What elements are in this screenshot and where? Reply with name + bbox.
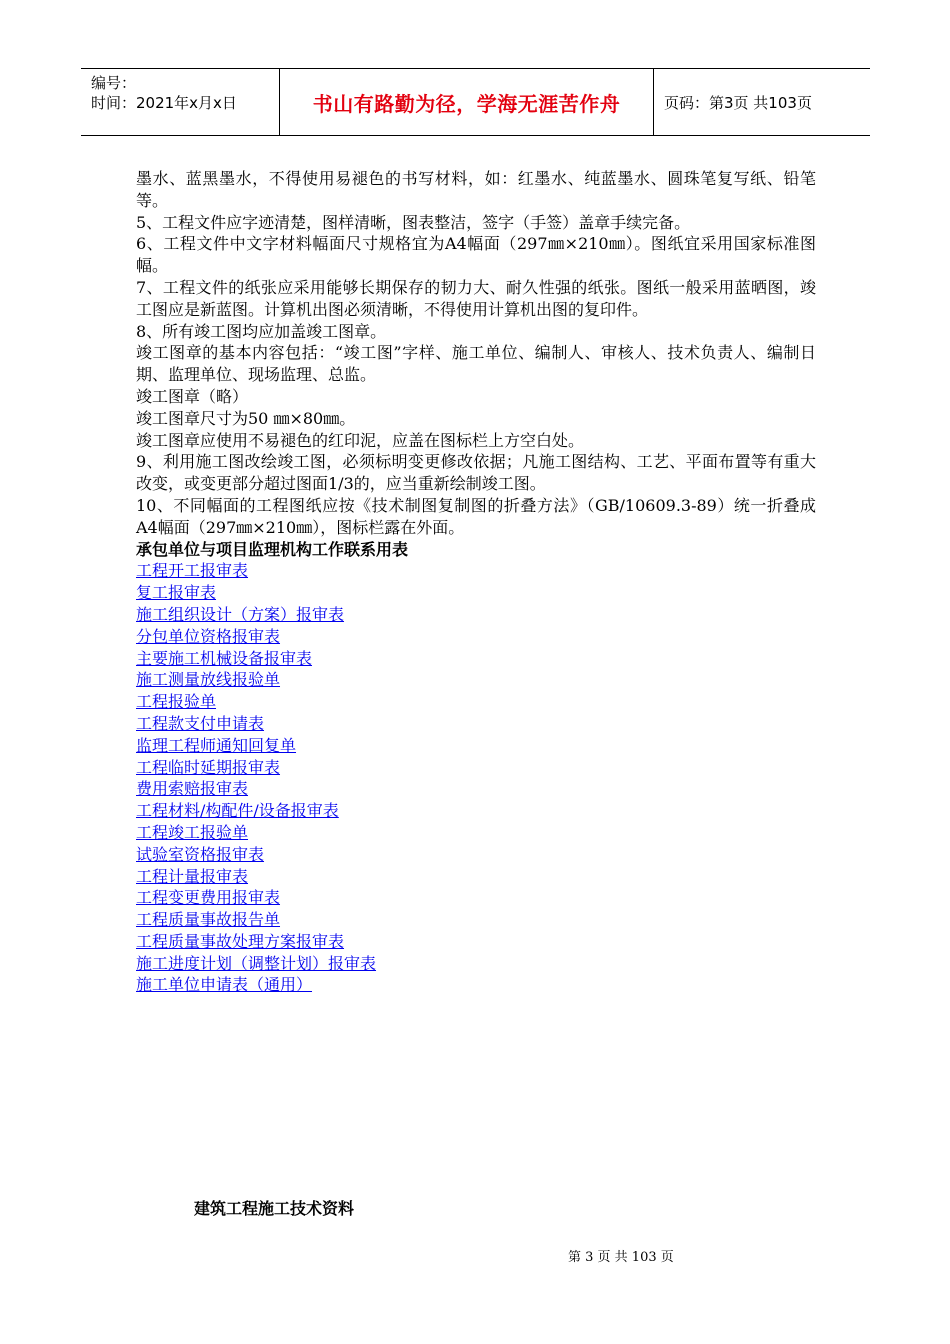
- list-item: [136, 626, 816, 648]
- list-item: [136, 844, 816, 866]
- list-item: [136, 822, 816, 844]
- form-link[interactable]: 费用索赔报审表: [136, 779, 249, 799]
- body-paragraph: 8、所有竣工图均应加盖竣工图章。: [136, 321, 387, 341]
- form-link[interactable]: 分包单位资格报审表: [136, 626, 281, 646]
- list-item: [136, 735, 816, 757]
- form-link[interactable]: 工程款支付申请表: [136, 713, 265, 733]
- form-link-list: [136, 560, 816, 996]
- form-link[interactable]: 施工测量放线报验单: [136, 670, 281, 690]
- footer-title: 建筑工程施工技术资料: [194, 1199, 355, 1218]
- form-link[interactable]: 工程计量报审表: [136, 866, 249, 886]
- list-item: [136, 953, 816, 975]
- form-link[interactable]: 监理工程师通知回复单: [136, 735, 297, 755]
- form-link[interactable]: 工程竣工报验单: [136, 822, 249, 842]
- list-item: [136, 909, 816, 931]
- form-link[interactable]: 工程材料/构配件/设备报审表: [136, 801, 339, 821]
- form-link[interactable]: 工程临时延期报审表: [136, 757, 281, 777]
- section-heading: 承包单位与项目监理机构工作联系用表: [136, 539, 409, 559]
- body-paragraph: 竣工图章尺寸为50 ㎜×80㎜。: [136, 408, 356, 428]
- list-item: [136, 713, 816, 735]
- list-item: [136, 691, 816, 713]
- header-motto: 书山有路勤为径，学海无涯苦作舟: [280, 69, 654, 135]
- body-paragraph: 竣工图章应使用不易褪色的红印泥，应盖在图标栏上方空白处。: [136, 430, 585, 450]
- form-link[interactable]: 施工进度计划（调整计划）报审表: [136, 953, 377, 973]
- form-link[interactable]: 施工组织设计（方案）报审表: [136, 604, 345, 624]
- list-item: [136, 974, 816, 996]
- form-link[interactable]: 工程变更费用报审表: [136, 888, 281, 908]
- form-link[interactable]: 工程质量事故处理方案报审表: [136, 931, 345, 951]
- body-paragraph: 10、不同幅面的工程图纸应按《技术制图复制图的折叠方法》（GB/10609.3-89）统一折叠成A4幅面（297㎜×210㎜），图标栏露在外面。: [136, 495, 816, 537]
- list-item: [136, 931, 816, 953]
- page-header: [81, 68, 870, 136]
- form-link[interactable]: 施工单位申请表（通用）: [136, 975, 313, 995]
- list-item: [136, 560, 816, 582]
- form-link[interactable]: 试验室资格报审表: [136, 844, 265, 864]
- form-link[interactable]: 工程报验单: [136, 692, 217, 712]
- list-item: [136, 582, 816, 604]
- header-page-info: 页码：第3页 共103页: [664, 93, 812, 112]
- list-item: [136, 669, 816, 691]
- body-paragraph: 竣工图章的基本内容包括：“竣工图”字样、施工单位、编制人、审核人、技术负责人、编制日期、监理单位、现场监理、总监。: [136, 343, 816, 385]
- body-paragraph: 5、工程文件应字迹清楚，图样清晰，图表整洁，签字（手签）盖章手续完备。: [136, 212, 691, 232]
- list-item: [136, 800, 816, 822]
- list-item: [136, 866, 816, 888]
- body-paragraph: 9、利用施工图改绘竣工图，必须标明变更修改依据；凡施工图结构、工艺、平面布置等有重大改变，或变更部分超过图面1/3的，应当重新绘制竣工图。: [136, 452, 816, 494]
- form-link[interactable]: 工程开工报审表: [136, 561, 249, 581]
- document-time-label: 时间：2021年x月x日: [91, 94, 237, 112]
- form-link[interactable]: 复工报审表: [136, 583, 217, 603]
- list-item: [136, 778, 816, 800]
- form-link[interactable]: 主要施工机械设备报审表: [136, 648, 313, 668]
- document-number-label: 编号：: [91, 74, 137, 92]
- document-body: [136, 168, 816, 996]
- list-item: [136, 757, 816, 779]
- body-paragraph: 墨水、蓝黑墨水，不得使用易褪色的书写材料，如：红墨水、纯蓝墨水、圆珠笔复写纸、铅笔等。: [136, 169, 816, 210]
- list-item: [136, 604, 816, 626]
- body-paragraph: 竣工图章（略）: [136, 386, 249, 406]
- list-item: [136, 887, 816, 909]
- page-number: 第 3 页 共 103 页: [568, 1250, 674, 1265]
- header-meta: [81, 69, 280, 135]
- body-paragraph: 6、工程文件中文字材料幅面尺寸规格宜为A4幅面（297㎜×210㎜）。图纸宜采用国家标准图幅。: [136, 234, 816, 276]
- form-link[interactable]: 工程质量事故报告单: [136, 910, 281, 930]
- list-item: [136, 648, 816, 670]
- body-paragraph: 7、工程文件的纸张应采用能够长期保存的韧力大、耐久性强的纸张。图纸一般采用蓝晒图，竣工图应是新蓝图。计算机出图必须清晰，不得使用计算机出图的复印件。: [136, 277, 816, 319]
